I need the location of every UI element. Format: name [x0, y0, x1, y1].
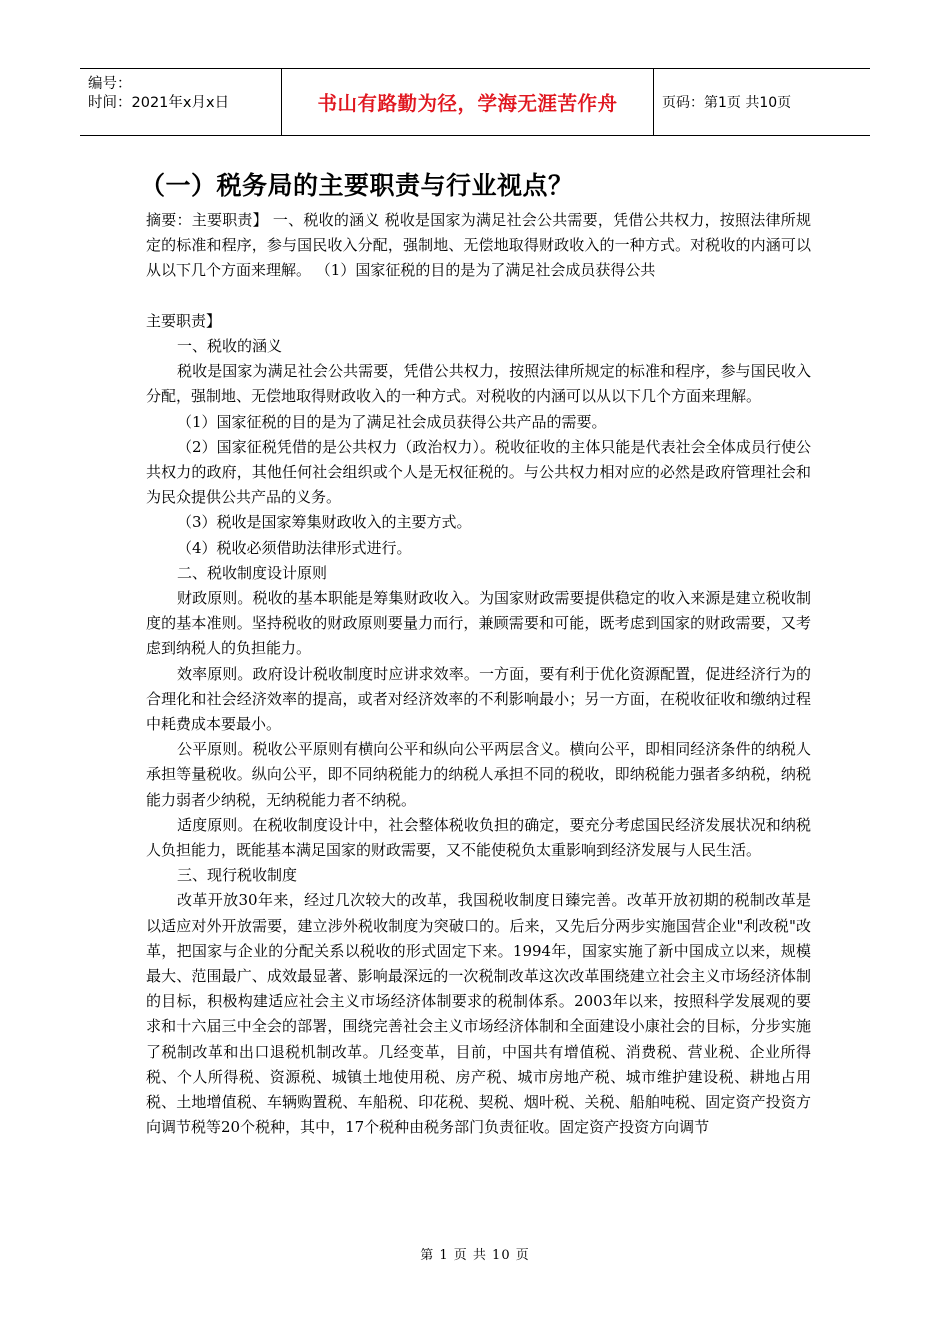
paragraph: 财政原则。税收的基本职能是筹集财政收入。为国家财政需要提供稳定的收入来源是建立税收制度的基本准则。坚持税收的财政原则要量力而行，兼顾需要和可能，既考虑到国家的财政需要，又考虑到纳税人的负担能力。	[146, 589, 811, 658]
page-footer	[0, 1244, 950, 1263]
document-header	[80, 68, 870, 136]
paragraph: 主要职责】	[146, 311, 222, 330]
header-page-cell	[654, 69, 870, 135]
paragraph: （3）税收是国家筹集财政收入的主要方式。	[177, 513, 472, 532]
time-label: 时间：2021年x月x日	[88, 95, 230, 111]
paragraph: 效率原则。政府设计税收制度时应讲求效率。一方面，要有利于优化资源配置，促进经济行为的合理化和社会经济效率的提高，或者对经济效率的不利影响最小；另一方面，在税收征收和缴纳过程中耗费成本要最小。	[146, 664, 811, 734]
number-label: 编号：	[88, 76, 132, 92]
footer-page-number: 第 1 页 共 10 页	[420, 1248, 530, 1263]
paragraph: 三、现行税收制度	[177, 866, 298, 885]
paragraph: 适度原则。在税收制度设计中，社会整体税收负担的确定，要充分考虑国民经济发展状况和纳税人负担能力，既能基本满足国家的财政需要，又不能使税负太重影响到经济发展与人民生活。	[146, 815, 811, 860]
paragraph-list	[146, 309, 811, 1141]
paragraph: 税收是国家为满足社会公共需要，凭借公共权力，按照法律所规定的标准和程序，参与国民收入分配，强制地、无偿地取得财政收入的一种方式。对税收的内涵可以从以下几个方面来理解。	[146, 362, 811, 406]
paragraph: 一、税收的涵义	[177, 337, 283, 355]
header-meta-cell	[80, 69, 282, 135]
document-body	[146, 208, 811, 1141]
motto-text: 书山有路勤为径，学海无涯苦作舟	[317, 92, 618, 115]
header-motto-cell	[282, 69, 654, 135]
abstract: 摘要：主要职责】 一、税收的涵义 税收是国家为满足社会公共需要，凭借公共权力，按照法律所规定的标准和程序，参与国民收入分配，强制地、无偿地取得财政收入的一种方式。对税收的内涵可以从以下几个方面来理解。 （1）国家征税的目的是为了满足社会成员获得公共	[146, 211, 811, 280]
page-info: 页码：第1页 共10页	[662, 95, 792, 111]
paragraph: （2）国家征税凭借的是公共权力（政治权力）。税收征收的主体只能是代表社会全体成员行使公共权力的政府，其他任何社会组织或个人是无权征税的。与公共权力相对应的必然是政府管理社会和为民众提供公共产品的义务。	[146, 437, 811, 507]
paragraph: 二、税收制度设计原则	[177, 563, 328, 582]
page-title: （一）税务局的主要职责与行业视点？	[140, 171, 574, 200]
paragraph: （1）国家征税的目的是为了满足社会成员获得公共产品的需要。	[177, 412, 607, 431]
paragraph: 公平原则。税收公平原则有横向公平和纵向公平两层含义。横向公平，即相同经济条件的纳税人承担等量税收。纵向公平，即不同纳税能力的纳税人承担不同的税收，即纳税能力强者多纳税，纳税能力弱者少纳税，无纳税能力者不纳税。	[146, 740, 811, 809]
paragraph: （4）税收必须借助法律形式进行。	[177, 538, 412, 557]
paragraph: 改革开放30年来，经过几次较大的改革，我国税收制度日臻完善。改革开放初期的税制改革是以适应对外开放需要，建立涉外税收制度为突破口的。后来，又先后分两步实施国营企业"利改税"改革，把国家与企业的分配关系以税收的形式固定下来。1994年，国家实施了新中国成立以来，规模最大、范围最广、成效最显著、影响最深远的一次税制改革这次改革围绕建立社会主义市场经济体制的目标，积极构建适应社会主义市场经济体制要求的税制体系。2003年以来，按照科学发展观的要求和十六届三中全会的部署，围绕完善社会主义市场经济体制和全面建设小康社会的目标，分步实施了税制改革和出口退税机制改革。几经变革，目前，中国共有增值税、消费税、营业税、企业所得税、个人所得税、资源税、城镇土地使用税、房产税、城市房地产税、城市维护建设税、耕地占用税、土地增值税、车辆购置税、车船税、印花税、契税、烟叶税、关税、船舶吨税、固定资产投资方向调节税等20个税种，其中，17个税种由税务部门负责征收。固定资产投资方向调节	[146, 891, 811, 1137]
